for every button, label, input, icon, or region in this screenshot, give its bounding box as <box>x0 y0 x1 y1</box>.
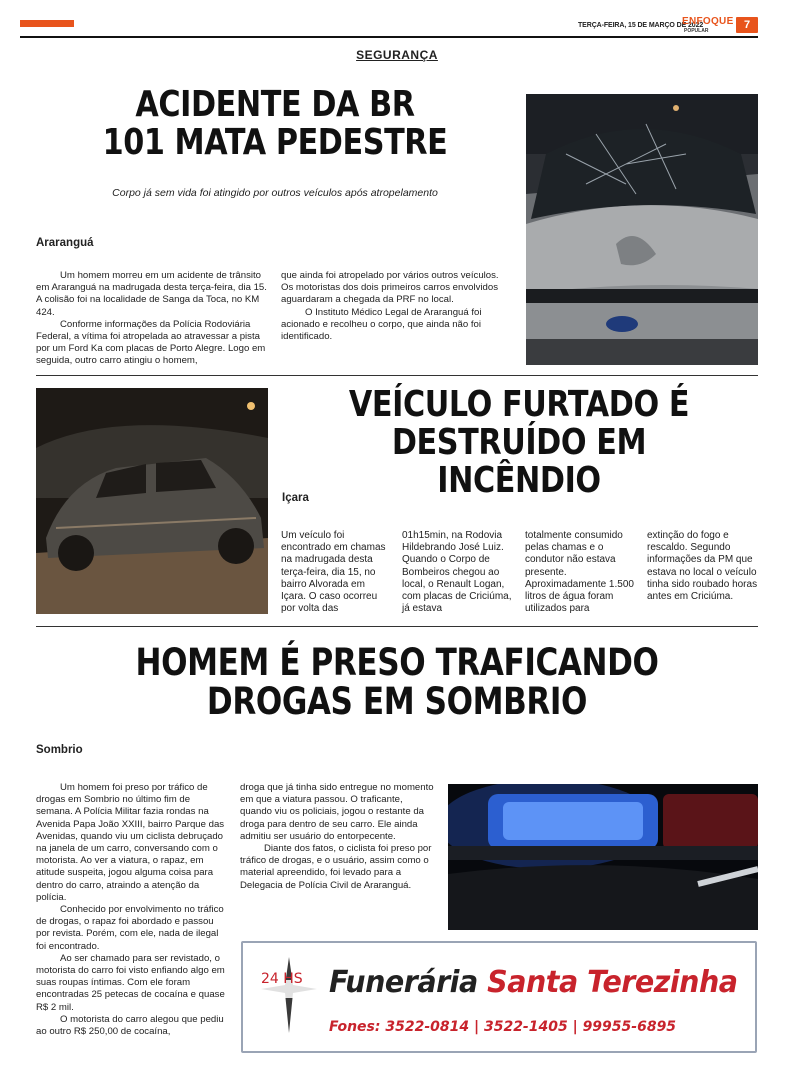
article3-column-1 <box>36 782 228 1038</box>
article3-column-2 <box>240 782 436 892</box>
article3-paragraph: Conhecido por envolvimento no tráfico de drogas, o rapaz foi abordado e passou por revista. Porém, com ele, nada de ilegal foi encontrado. <box>36 904 224 952</box>
article1-paragraph: O Instituto Médico Legal de Araranguá foi acionado e recolheu o corpo, que ainda não foi identificado. <box>281 306 482 343</box>
police-lights-illustration <box>448 784 758 930</box>
article3-city: Sombrio <box>36 744 83 756</box>
brand-logo-sub: POPULAR <box>684 28 709 34</box>
article1-paragraph: Um homem morreu em um acidente de trânsito em Araranguá na madrugada desta terça-feira, dia 15. A colisão foi na localidade de Sanga da Toca, no KM 424. <box>36 270 267 318</box>
article1-paragraph: que ainda foi atropelado por vários outros veículos. Os motoristas dos dois primeiros carros envolvidos aguardaram a chegada da PRF no local. <box>281 270 499 306</box>
article1-title-line1: ACIDENTE DA BR <box>135 84 415 125</box>
brand-logo: ENFOQUE <box>682 16 734 27</box>
article3-paragraph: droga que já tinha sido entregue no momento em que a viatura passou. O traficante, quando viu os policiais, jogou o restante da droga para dentro de seu carro. Ele ainda admitiu ser usuário do entorpecente. <box>240 782 434 842</box>
article1-title-line2: 101 MATA PEDESTRE <box>102 121 448 163</box>
article2-column-4: extinção do fogo e rescaldo. Segundo informações da PM que estava no local o veículo tinha sido roubado horas antes em Criciúma. <box>647 530 758 603</box>
article3-title <box>94 641 700 723</box>
article3-paragraph: Ao ser chamado para ser revistado, o motorista do carro foi visto enfiando algo em suas roupas íntimas. Com ele foram encontradas 25 petecas de cocaína e quase R$ 2 mil. <box>36 952 225 1013</box>
article3-paragraph: O motorista do carro alegou que pediu ao outro R$ 250,00 de cocaína, <box>36 1013 224 1038</box>
header-accent-bar <box>20 20 74 27</box>
article1-paragraph: Conforme informações da Polícia Rodoviária Federal, a vítima foi atropelada ao atravessar a pista por um Ford Ka com placas de Porto Alegre. Logo em seguida, outro carro atingiu o homem, <box>36 318 266 367</box>
cross-icon <box>257 955 321 1035</box>
police-lights-photo <box>448 784 758 930</box>
ad-name-part1: Funerária <box>329 965 478 1000</box>
header-rule <box>20 36 758 38</box>
article1-city: Araranguá <box>36 237 94 249</box>
article1-column-2 <box>281 270 513 343</box>
article3-title-line2: DROGAS EM SOMBRIO <box>206 679 588 723</box>
article2-column-1: Um veículo foi encontrado em chamas na madrugada desta terça-feira, dia 15, no bairro Alvorada em Içara. O caso ocorreu por volta das <box>281 530 386 615</box>
burned-car-photo <box>36 388 268 614</box>
article2-title-line2: DESTRUÍDO EM INCÊNDIO <box>391 421 647 501</box>
page-number: 7 <box>736 17 758 33</box>
divider <box>36 375 758 376</box>
article3-paragraph: Um homem foi preso por tráfico de drogas em Sombrio no último fim de semana. A Polícia Militar fazia rondas na Avenida Papa João XXIII, bairro Parque das Avenidas, quando viu um ciclista debruçado na janela de um carro, conversando com o motorista. Ao ver a viatura, o rapaz, em atitude suspeita, jogou alguma coisa para dentro do carro, atraindo a atenção da polícia. <box>36 782 225 903</box>
article2-column-2: 01h15min, na Rodovia Hildebrando José Luiz. Quando o Corpo de Bombeiros chegou ao local, o Renault Logan, com placas de Criciúma, já estava <box>402 530 512 615</box>
article3-paragraph: Diante dos fatos, o ciclista foi preso por tráfico de drogas, e o usuário, assim como o material apreendido, foi levado para a Delegacia de Polícia Civil de Araranguá. <box>240 843 432 891</box>
article1-column-1 <box>36 270 268 368</box>
ad-name <box>329 965 738 1000</box>
divider <box>36 626 758 627</box>
issue-date: TERÇA-FEIRA, 15 DE MARÇO DE 2022 <box>578 22 704 29</box>
article2-column-3: totalmente consumido pelas chamas e o condutor não estava presente. Aproximadamente 1.500 litros de água foram utilizados para <box>525 530 634 615</box>
crashed-car-illustration <box>526 94 758 365</box>
ad-badge: 24 HS <box>261 971 303 987</box>
funeral-home-ad <box>241 941 757 1053</box>
article2-title <box>318 386 720 499</box>
section-title: SEGURANÇA <box>356 48 438 62</box>
ad-phones: Fones: 3522-0814 | 3522-1405 | 99955-6895 <box>329 1019 677 1035</box>
article2-city: Içara <box>282 492 309 504</box>
article3-title-line1: HOMEM É PRESO TRAFICANDO <box>135 641 659 684</box>
article1-subtitle: Corpo já sem vida foi atingido por outros veículos após atropelamento <box>112 187 438 199</box>
burned-car-illustration <box>36 388 268 614</box>
article1-title <box>78 86 473 162</box>
article2-title-line1: VEÍCULO FURTADO É <box>348 384 690 425</box>
crashed-car-photo <box>526 94 758 365</box>
ad-name-part2: Santa Terezinha <box>487 965 738 1000</box>
